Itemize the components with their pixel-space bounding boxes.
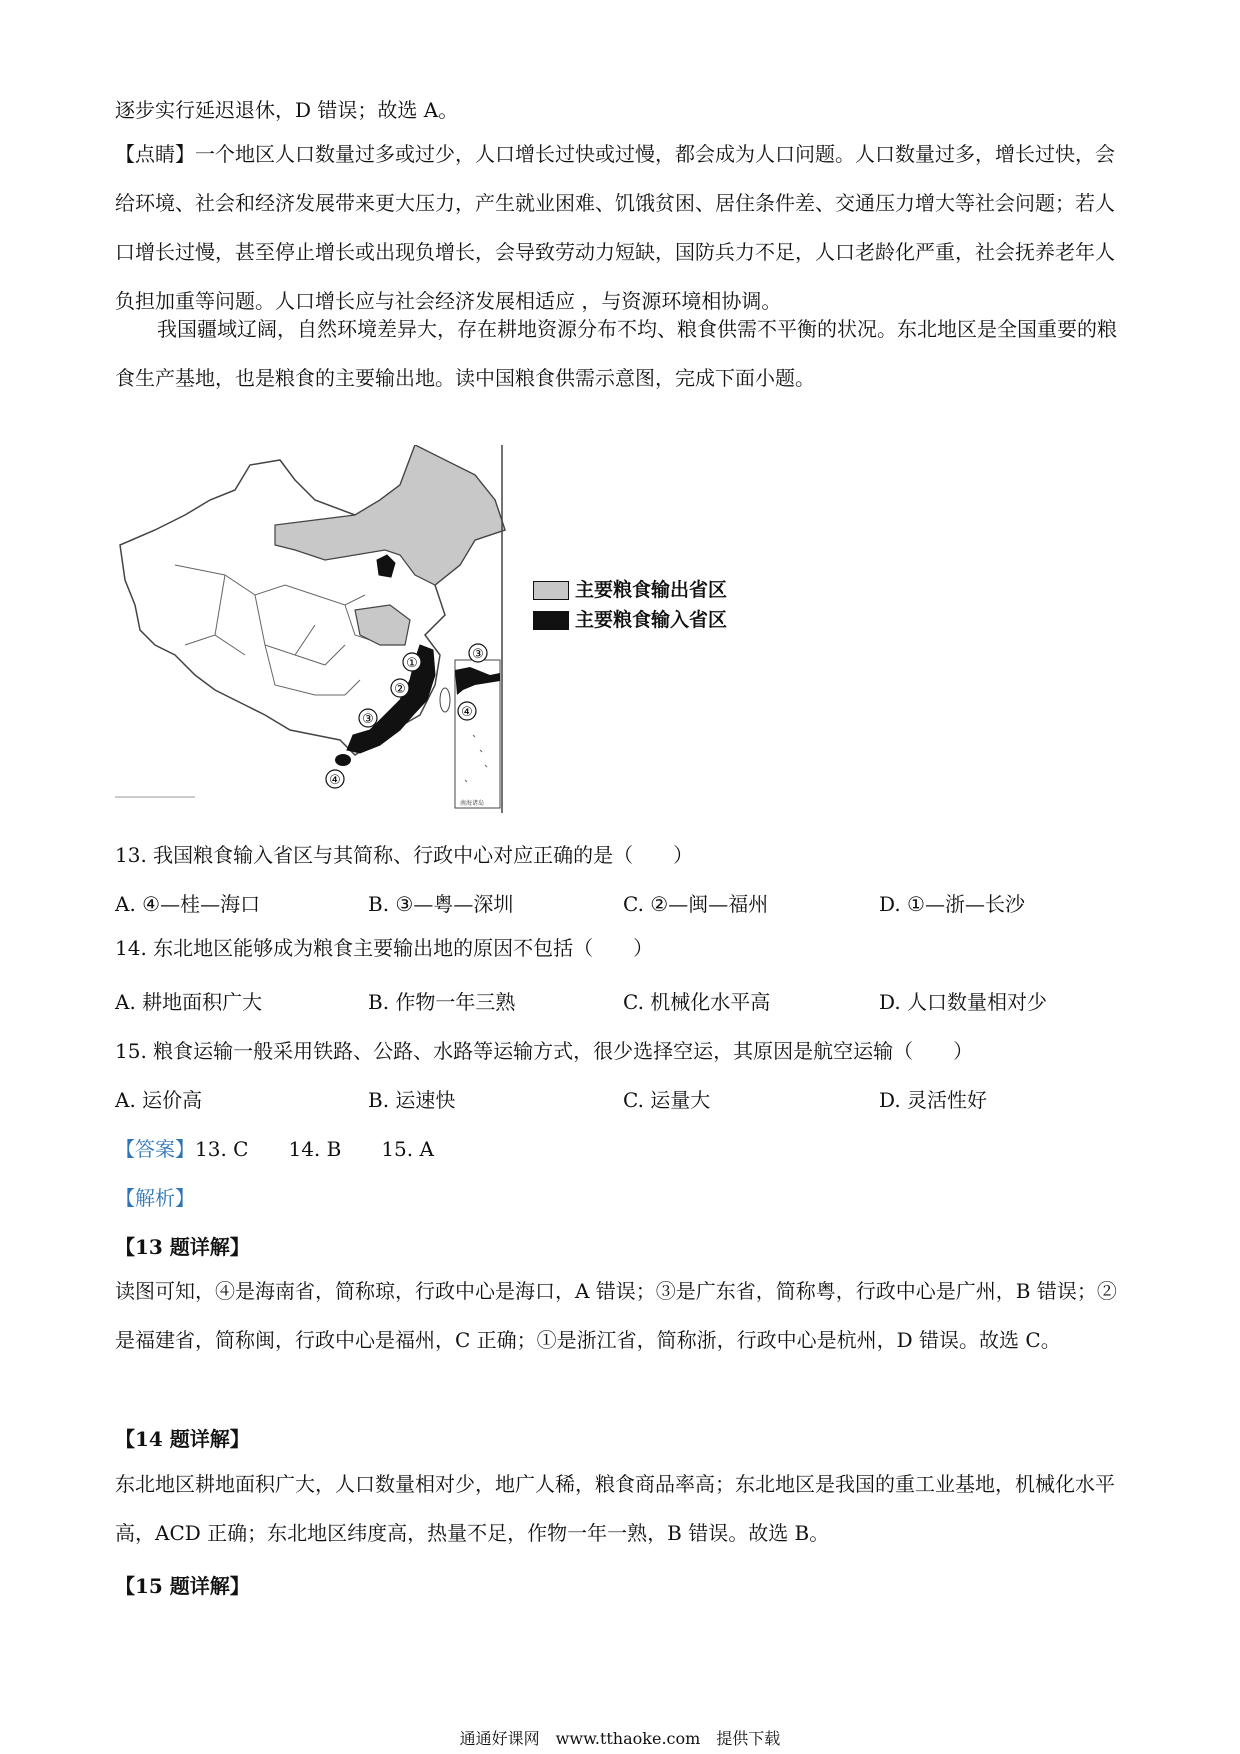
legend-import-swatch [533, 611, 569, 630]
q14-option-b: B. 作物一年三熟 [368, 990, 516, 1014]
analysis-label: 【解析】 [115, 1186, 195, 1210]
detail-13-title: 【13 题详解】 [115, 1235, 250, 1259]
taiwan-island [440, 688, 450, 712]
q13-option-a: A. ④—桂—海口 [115, 892, 261, 916]
q15-option-c: C. 运量大 [623, 1088, 711, 1112]
legend-export-swatch [533, 581, 569, 600]
map-graphic [115, 445, 575, 815]
dianjing-label: 【点睛】 [115, 142, 195, 166]
detail-13-text: 读图可知，④是海南省，简称琼，行政中心是海口，A 错误；③是广东省，简称粤，行政中心是广州，B 错误；②是福建省，简称闽，行政中心是福州，C 正确；①是浙江省，简称浙，行政中心是杭州，D 错误。故选 C。 [115, 1279, 1117, 1352]
detail-14-title: 【14 题详解】 [115, 1427, 250, 1451]
answer-line [115, 1135, 434, 1163]
legend-export [533, 575, 727, 602]
passage-intro: 我国疆域辽阔，自然环境差异大，存在耕地资源分布不均、粮食供需不平衡的状况。东北地区是全国重要的粮食生产基地，也是粮食的主要输出地。读中国粮食供需示意图，完成下面小题。 [115, 317, 1117, 390]
q13-option-b: B. ③—粤—深圳 [368, 892, 514, 916]
legend-import-label: 主要粮食输入省区 [575, 609, 728, 631]
answer-label: 【答案】 [115, 1137, 195, 1161]
marker-4 [326, 770, 344, 788]
svg-text:③: ③ [472, 647, 484, 662]
q14-option-c: C. 机械化水平高 [623, 990, 771, 1014]
question-13-stem: 13. 我国粮食输入省区与其简称、行政中心对应正确的是（ ） [115, 843, 694, 867]
paragraph-dianjing [115, 130, 1125, 326]
legend-import [533, 605, 727, 632]
svg-text:④: ④ [329, 773, 341, 788]
inset-label: 南海诸岛 [460, 800, 485, 807]
marker-3 [359, 709, 377, 727]
q15-option-d: D. 灵活性好 [879, 1088, 988, 1112]
china-grain-supply-map [115, 445, 575, 815]
q15-option-b: B. 运速快 [368, 1088, 456, 1112]
svg-text:④: ④ [461, 705, 473, 720]
page-footer: 通通好课网 www.tthaoke.com 提供下载 [459, 1729, 781, 1748]
answer-values: 13. C 14. B 15. A [195, 1137, 434, 1161]
legend-export-label: 主要粮食输出省区 [575, 579, 728, 601]
q13-option-c: C. ②—闽—福州 [623, 892, 769, 916]
marker-2 [391, 679, 409, 697]
q14-option-d: D. 人口数量相对少 [879, 990, 1048, 1014]
q14-option-a: A. 耕地面积广大 [115, 990, 263, 1014]
detail-14-text: 东北地区耕地面积广大，人口数量相对少，地广人稀，粮食商品率高；东北地区是我国的重工业基地，机械化水平高，ACD 正确；东北地区纬度高，热量不足，作物一年一熟，B 错误。故选 B。 [115, 1472, 1115, 1545]
svg-text:②: ② [394, 682, 406, 697]
inset-marker-3 [469, 644, 487, 662]
marker-1 [403, 653, 421, 671]
detail-15-title: 【15 题详解】 [115, 1574, 250, 1598]
q15-option-a: A. 运价高 [115, 1088, 203, 1112]
inset-marker-4 [458, 702, 476, 720]
svg-text:③: ③ [362, 712, 374, 727]
dianjing-text: 一个地区人口数量过多或过少，人口增长过快或过慢，都会成为人口问题。人口数量过多，增长过快，会给环境、社会和经济发展带来更大压力，产生就业困难、饥饿贫困、居住条件差、交通压力增大等社会问题；若人口增长过慢，甚至停止增长或出现负增长，会导致劳动力短缺，国防兵力不足，人口老龄化严重，社会抚养老年人负担加重等问题。人口增长应与社会经济发展相适应 ，与资源环境相协调。 [115, 142, 1115, 313]
svg-text:①: ① [406, 656, 418, 671]
hainan-island [335, 754, 351, 766]
question-15-stem: 15. 粮食运输一般采用铁路、公路、水路等运输方式，很少选择空运，其原因是航空运输（ ） [115, 1039, 974, 1063]
paragraph-continued: 逐步实行延迟退休，D 错误；故选 A。 [115, 98, 459, 122]
q13-option-d: D. ①—浙—长沙 [879, 892, 1025, 916]
question-14-stem: 14. 东北地区能够成为粮食主要输出地的原因不包括（ ） [115, 936, 654, 960]
